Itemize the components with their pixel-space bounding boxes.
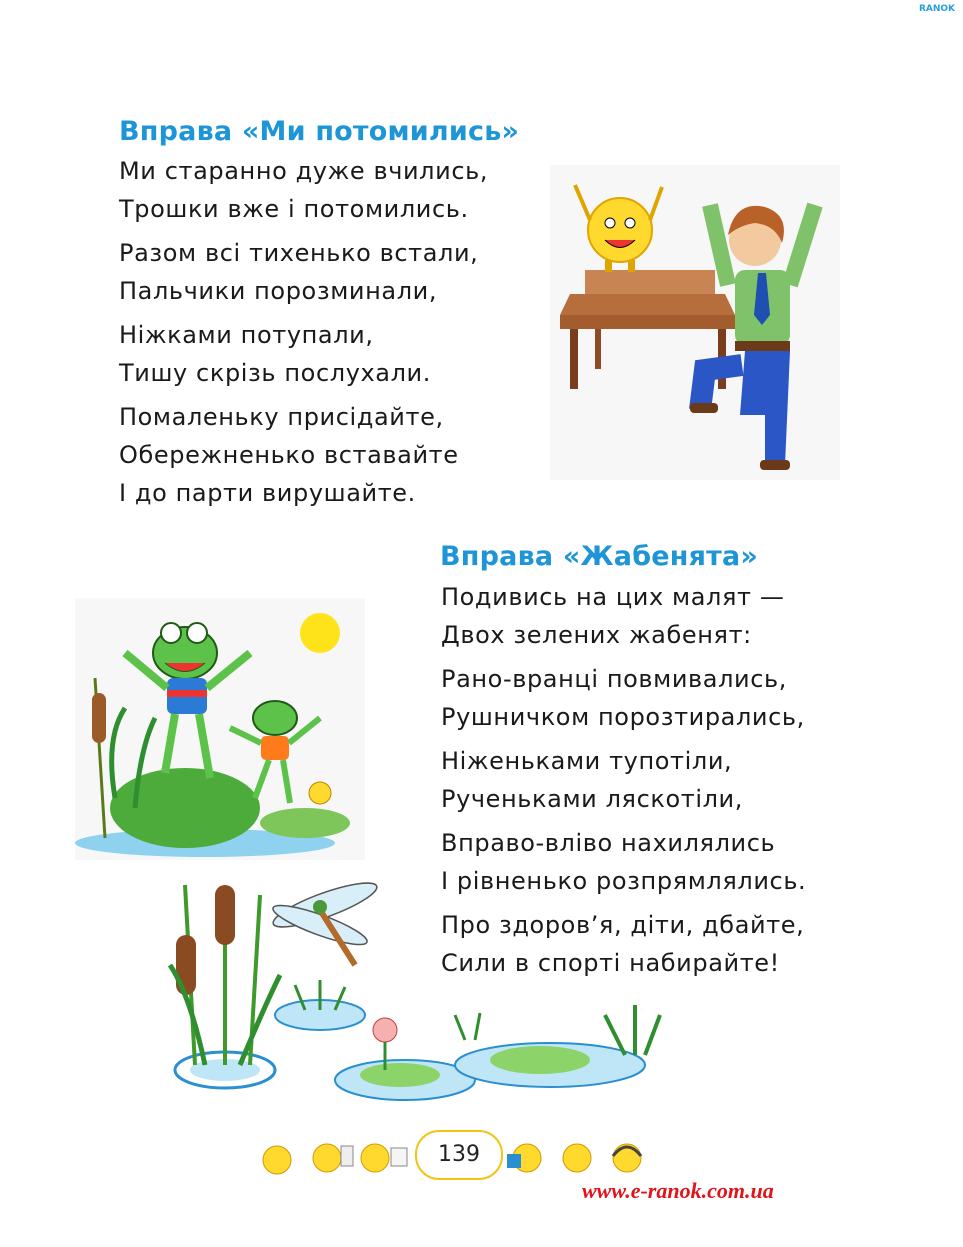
poem-line: Тишу скрізь послухали. <box>119 359 431 387</box>
poem-line: Трошки вже і потомились. <box>119 195 469 223</box>
poem-line: Ніжками потупали, <box>119 321 374 349</box>
pond-reeds-illustration <box>155 865 675 1105</box>
poem-line: Помаленьку присідайте, <box>119 403 444 431</box>
publisher-logo: RANOK <box>918 4 955 14</box>
poem-line: Ніженьками тупотіли, <box>441 747 733 775</box>
poem-line: Вправо-вліво нахилялись <box>441 829 776 857</box>
poem-line: Рушничком порозтирались, <box>441 703 805 731</box>
poem-line: Рученьками ляскотіли, <box>441 785 743 813</box>
page-number: 139 <box>415 1130 503 1180</box>
poem-line: Сили в спорті набирайте! <box>441 949 780 977</box>
poem-line: Подивись на цих малят — <box>441 583 785 611</box>
poem-line: Двох зелених жабенят: <box>441 621 752 649</box>
poem-line: Разом всі тихенько встали, <box>119 239 479 267</box>
exercise1-title: Вправа «Ми потомились» <box>119 116 520 147</box>
poem-line: І до парти вирушайте. <box>119 479 416 507</box>
poem-line: Рано-вранці повмивались, <box>441 665 788 693</box>
publisher-url[interactable]: www.e-ranok.com.ua <box>582 1178 774 1203</box>
frogs-illustration <box>75 598 365 860</box>
exercise1-poem <box>119 152 488 518</box>
poem-line: Обережненько вставайте <box>119 441 459 469</box>
poem-line: Пальчики порозминали, <box>119 277 438 305</box>
boy-at-desk-illustration <box>550 165 840 480</box>
page-number-bar <box>255 1128 665 1182</box>
poem-line: Ми старанно дуже вчились, <box>119 157 489 185</box>
poem-line: І рівненько розпрямлялись. <box>441 867 807 895</box>
poem-line: Про здоров’я, діти, дбайте, <box>441 911 805 939</box>
exercise2-title: Вправа «Жабенята» <box>440 541 759 572</box>
